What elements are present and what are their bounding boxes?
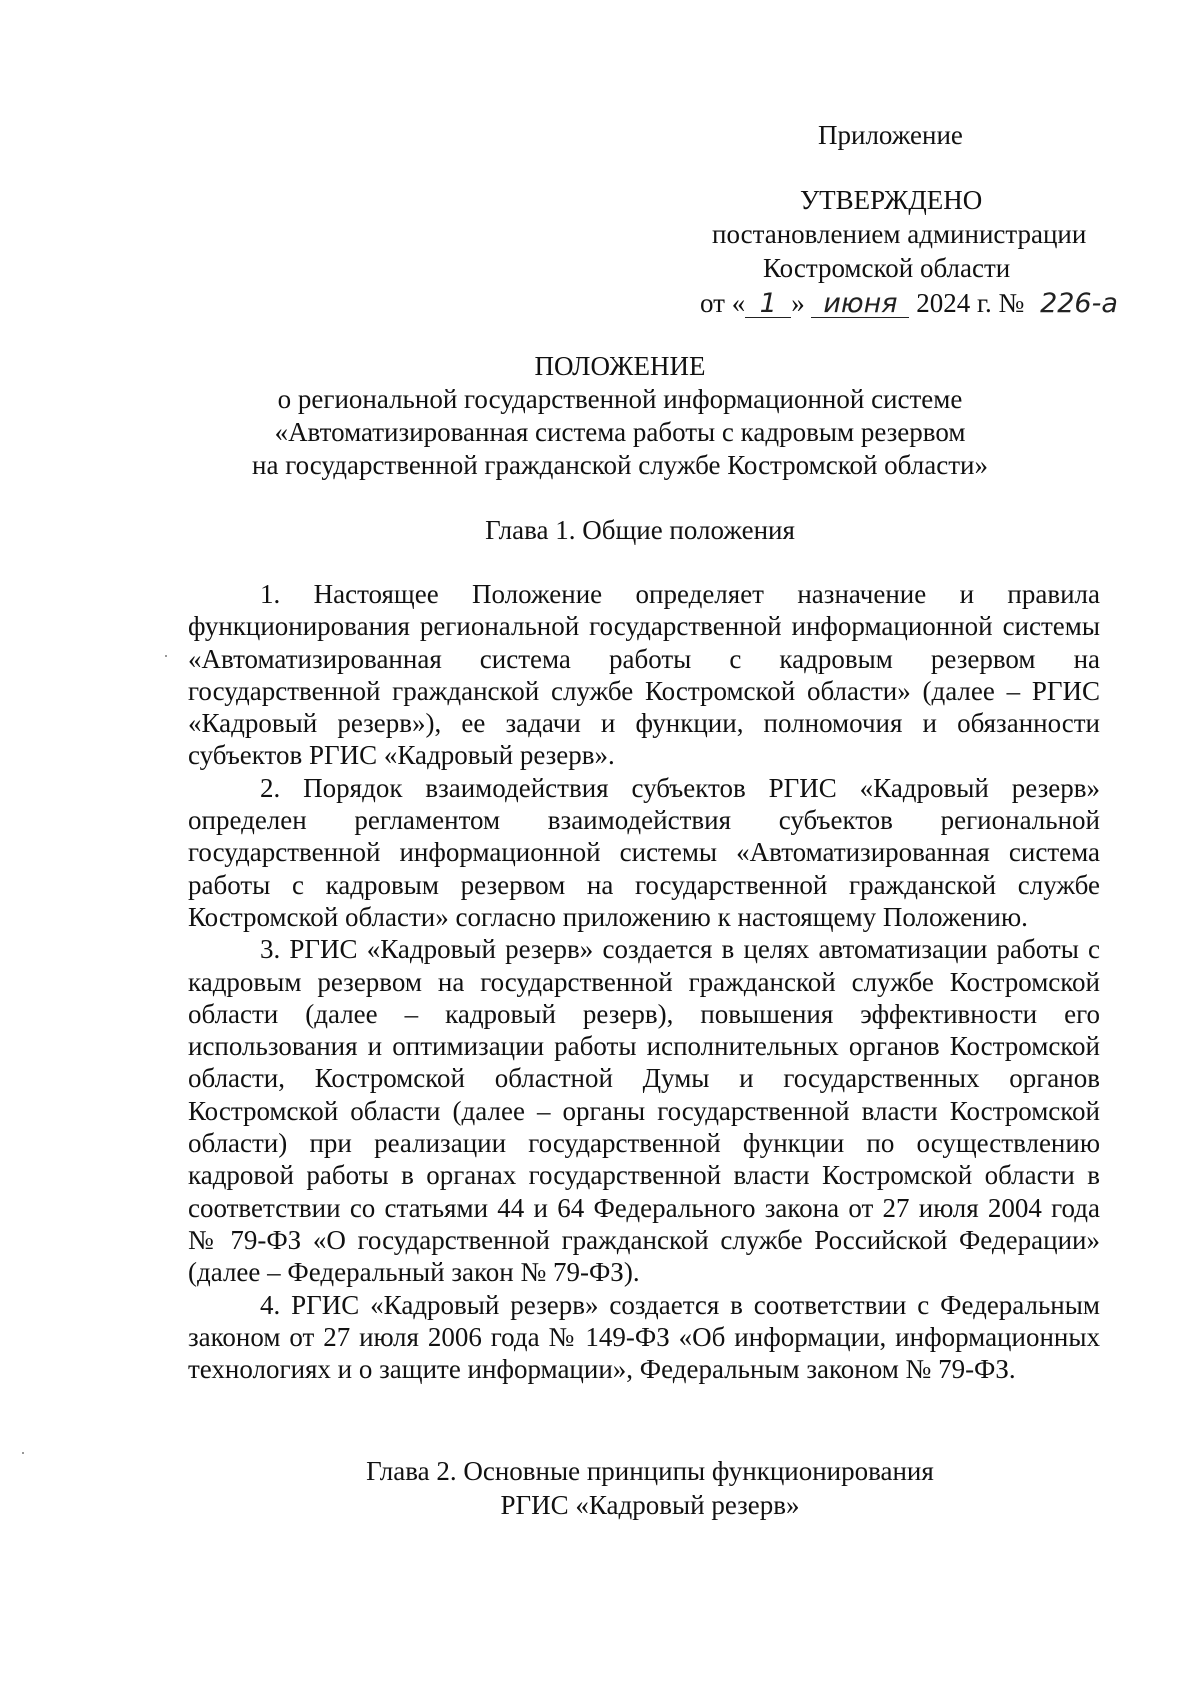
title-line-2: «Автоматизированная система работы с кадровым резервом	[274, 417, 966, 447]
approved-by-line-2: Костромской области	[763, 253, 1011, 283]
title-line-3: на государственной гражданской службе Костромской области»	[252, 450, 988, 480]
date-month-handwritten: июня	[811, 291, 909, 318]
date-year: 2024 г. №	[916, 288, 1025, 318]
chapter-1-body	[188, 578, 1100, 1385]
chapter-1-title: Глава 1. Общие положения	[485, 515, 795, 545]
appendix-label: Приложение	[818, 120, 963, 150]
paragraph-1: 1. Настоящее Положение определяет назначение и правила функционирования региональной государственной информационной системы «Автоматизированная система работы с кадровым резервом на государственной гражданской службе Костромской области» (далее – РГИС «Кадровый резерв»), ее задачи и функции, полномочия и обязанности субъектов РГИС «Кадровый резерв».	[188, 579, 1100, 771]
paragraph-4: 4. РГИС «Кадровый резерв» создается в соответствии с Федеральным законом от 27 июля 2006 года № 149-ФЗ «Об информации, информационных технологиях и о защите информации», Федеральным законом № 79-ФЗ.	[188, 1289, 1100, 1385]
doc-number-handwritten: 226-а	[1040, 288, 1118, 319]
paragraph-3: 3. РГИС «Кадровый резерв» создается в целях автоматизации работы с кадровым резервом на государственной гражданской службе Костромской области (далее – кадровый резерв), повышения эффективности его использования и оптимизации работы исполнительных органов Костромской области, Костромской областной Думы и государственных органов Костромской области (далее – органы государственной власти Костромской области) при реализации государственной функции по осуществлению кадровой работы в органах государственной власти Костромской области в соответствии со статьями 44 и 64 Федерального закона от 27 июля 2004 года № 79-ФЗ «О государственной гражданской службе Российской Федерации» (далее – Федеральный закон № 79-ФЗ).	[188, 934, 1100, 1288]
approval-date-line	[700, 288, 1127, 319]
chapter-2-title	[330, 1454, 970, 1522]
chapter-2-title-line-2: РГИС «Кадровый резерв»	[500, 1490, 800, 1520]
title-heading: ПОЛОЖЕНИЕ	[534, 351, 706, 381]
paragraph-2: 2. Порядок взаимодействия субъектов РГИС «Кадровый резерв» определен регламентом взаимодействия субъектов региональной государственной информационной системы «Автоматизированная система работы с кадровым резервом на государственной гражданской службе Костромской области» согласно приложению к настоящему Положению.	[188, 772, 1100, 932]
date-prefix: от «	[700, 288, 746, 318]
document-title	[0, 350, 1200, 482]
title-line-1: о региональной государственной информационной системе	[277, 384, 963, 414]
date-mid: »	[791, 288, 805, 318]
date-day-handwritten: 1	[745, 291, 791, 318]
scan-speck	[22, 1452, 24, 1454]
approved-label: УТВЕРЖДЕНО	[800, 185, 983, 215]
scan-speck	[165, 655, 167, 657]
chapter-2-title-line-1: Глава 2. Основные принципы функционирования	[366, 1456, 934, 1486]
approved-by-line-1: постановлением администрации	[712, 219, 1087, 249]
